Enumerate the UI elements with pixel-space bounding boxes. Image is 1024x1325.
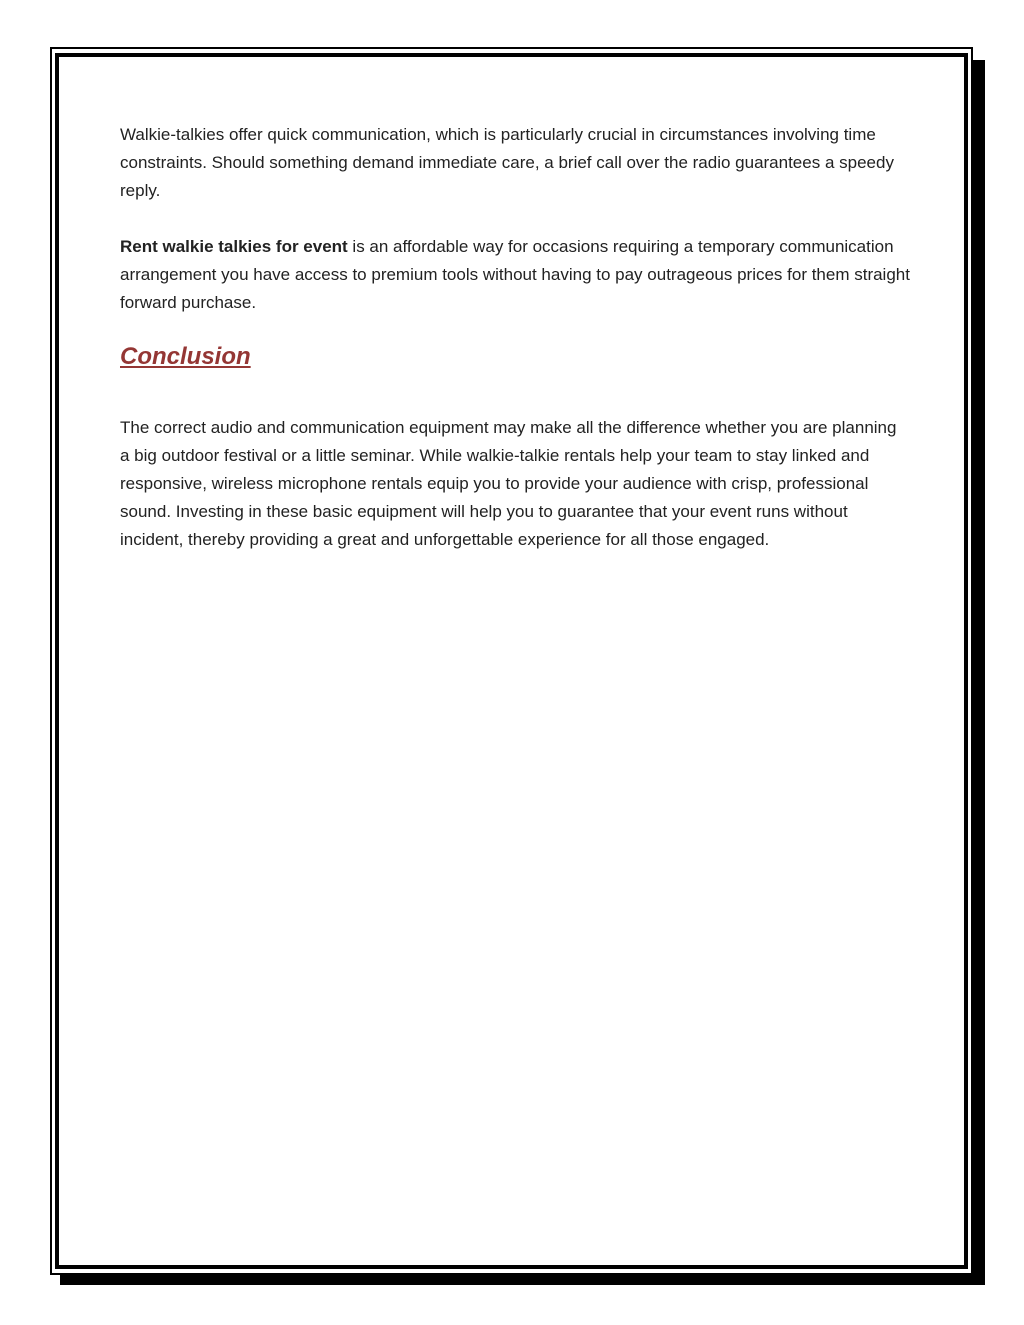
rental-keyword: Rent walkie talkies for event — [120, 237, 348, 256]
paragraph-rental — [120, 233, 910, 317]
paragraph-walkie-talkie-benefits: Walkie-talkies offer quick communication, which is particularly crucial in circumstances involving time constraints. Should something demand immediate care, a brief call over the radio guarantees a speedy reply. — [120, 125, 894, 200]
rental-description: is an affordable way for occasions requiring a temporary communication arrangement you have access to premium tools without having to pay outrageous prices for them straight forward purchase. — [120, 237, 910, 312]
conclusion-heading: Conclusion — [120, 343, 251, 370]
paragraph-conclusion: The correct audio and communication equipment may make all the difference whether you are planning a big outdoor festival or a little seminar. While walkie-talkie rentals help your team to stay linked and responsive, wireless microphone rentals equip you to provide your audience with crisp, professional sound. Investing in these basic equipment will help you to guarantee that your event runs without incident, thereby providing a great and unforgettable experience for all those engaged. — [120, 418, 897, 549]
document-body — [120, 121, 910, 554]
